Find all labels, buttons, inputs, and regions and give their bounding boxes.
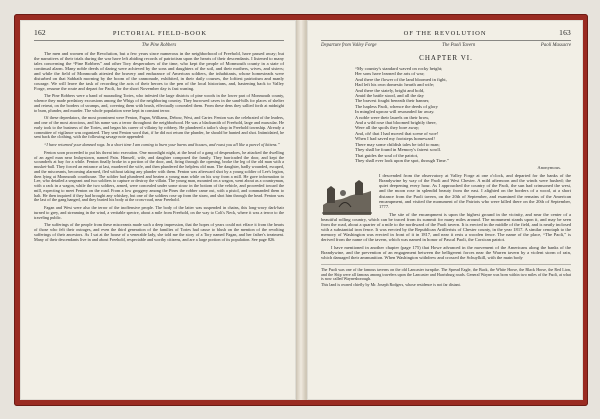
right-subtitle-left: Departure from Valley Forge <box>321 43 377 48</box>
left-running-title: PICTORIAL FIELD-BOOK <box>112 30 208 37</box>
left-page <box>20 20 297 400</box>
woodcut-illustration-svg <box>321 175 373 215</box>
book-cover <box>14 14 588 406</box>
right-page <box>306 20 583 400</box>
right-paragraph <box>321 173 571 208</box>
book-gutter <box>296 20 306 400</box>
poem-line: And there the stately, bright and bold, <box>355 87 425 93</box>
footnote: The Paoli was one of the famous taverns on the old Lancaster turnpike. The Spread Eagle, the Buck, the White Horse, the Black Horse, the Red Lion, and the Ship were all famous among travelers upon the Lancaster and Harrisburg roads. General Wayne was born within two miles of the Paoli, at what is now called Waynesborough. <box>321 267 571 282</box>
left-subtitle: The Pine Robbers <box>141 43 177 48</box>
right-header-rule <box>321 40 571 41</box>
poem-attribution: Anonymous. <box>537 165 561 171</box>
left-small-paragraph: The sufferings of the people from these miscreants made such a deep impression, that the hopes of years could not efface it from the hearts of those who felt their outrages, and even the third generation of the families of Tories had cause to blush on the mention of the revolting sufferings of their ancestors. As I sat at the house of a venerable lady, she told me the story of a Tory named Fagan, and her father's treatment. Many of their descendants live in and about Freehold, respectable and worthy citizens, and are a large portion of its population. See page 826. <box>34 222 284 242</box>
right-paragraph: The site of the encampment is upon the highest ground in the vicinity, and near the center of a beautiful rolling country, which can be traced from its summit for many miles around. The monument stands upon it, and may be seen from the road, about a quarter of a mile to the northward of the Paoli tavern. It is erected in the middle of the field, and is neatly inclosed with a substantial iron fence. It was erected by the Republican Artillerists of Chester county, in the year 1817. A similar cenotaph to the memory of Washington was erected in front of it in 1817, and near it rests a wooden fence. The name of the place, “The Paoli,” is derived from the name of the tavern, which was named in honor of Pascal Paoli, the Corsican patriot. <box>321 211 571 242</box>
right-subtitle-center: The Paoli Tavern <box>442 43 476 48</box>
poem-line: There may some childish tales be told to man; <box>355 141 440 147</box>
poem-line: When I had saved my footsteps homeward! <box>355 136 435 142</box>
poem-line: A noble were their laurels on their brow, <box>355 114 430 120</box>
poem-line: The bravest fought beneath their banner, <box>355 98 430 104</box>
woodcut-illustration <box>321 175 373 215</box>
right-running-title: OF THE REVOLUTION <box>403 30 487 37</box>
poem-line: In mingled uproar will resounded far away. <box>355 109 435 115</box>
poem-line: And a wild rose that bloomed brightly there, <box>355 120 437 126</box>
poem-line: And, oh! that I had moved that scene of woe! <box>355 130 439 136</box>
footnotes <box>321 264 571 287</box>
right-page-number: 163 <box>559 28 571 37</box>
right-subtitles <box>321 43 571 48</box>
poem-line: Amid the battle stood, and all the day <box>355 93 424 99</box>
poem-line: That guides the soul of the patriot, <box>355 152 419 158</box>
poem-line: Her sons have learned the arts of war; <box>355 71 425 77</box>
left-quote: “I have returned your damned rags. In a short time I am coming to burn your barns and houses, and roast you all like a parcel of kittens.” <box>44 142 280 148</box>
right-subtitle-right: Paoli Massacre <box>540 43 571 48</box>
left-header <box>34 28 284 37</box>
poem <box>355 66 545 163</box>
right-paragraph-text: I descended from the observatory at Valley Forge at one o'clock, and departed for the banks of the Brandywine by way of the Paoli and West Chester. A mild afternoon and the winds were hushed; the quiet deepening every hour. As I approached the country of the Paoli, the sun had crimsoned the west, and the moon rose in splendid beauty from the east. I alighted on the borders of a wood, at a short distance from the Paoli tavern, on the 20th of September, and examined the remains of the American encampment, and visited the monument of the Patriots who were killed there on the 20th of September, 1777. <box>379 173 571 209</box>
left-paragraph: The men and women of the Revolution, but a few years since numerous in the neighborhood of Freehold, have passed away; but the narratives of their trials during the war have left abiding records of patriotism upon the hearts of their descendants. I listened to many tales concerning the “Pine Robbers” and other Tory desperadoes of the time, who kept the people of Monmouth county in a state of continual alarm. Many noble deeds of daring were achieved by the sons and daughters of the soil, and their mothers, wives, and sisters; and while the field of Monmouth attested the bravery and endurance of American soldiers, the inhabitants, whose homesteads were disturbed on that Sabbath morning by the boom of the cannonade, exhibited, in their daily courses, the loftiest patriotism and manly courage. We will leave the task of recording the acts of their heroes to the pen of the local historians, and, hastening back to Valley Forge, resume the route and depart for Paoli, for the short November day is fast waning. <box>34 51 284 92</box>
left-small-paragraph: Of these depredators, the most prominent were Fenton, Fagan, Williams, Debow, West, and Carter. Fenton was the celebrated of the leaders, and one of the most atrocious, and his name was a terror throughout the neighborhood. He was a blacksmith of Freehold, large and muscular. He early took to the business of the Tories, and began his career of villainy by robbery. He plundered a tailor's shop in Freehold township. Already a committee of vigilance was organized. They sent Fenton word that, if he did not return the plunder, he should be hunted and shot. Intimidated, he sent back the clothing, with the following savage note appended: <box>34 115 284 140</box>
poem-line: They shall be found in Memory's fairest scroll. <box>355 147 442 153</box>
poem-line: They shall ever look upon the spot, through Time.” <box>355 157 449 163</box>
poem-line: Had left his own domestic hearth and wife; <box>355 82 435 88</box>
poem-line: And there the flower of the land bloomed in fight, <box>355 76 447 82</box>
left-header-rule <box>34 40 284 41</box>
footnote: This land is owned chiefly by Mr. Joseph Rodgers, whose residence is not far distant. <box>321 281 461 287</box>
right-paragraph: I have mentioned in another chapter (page 175) that Howe advanced in the movement of the Americans along the banks of the Brandywine, and the prevention of an engagement between the belligerent forces near the Warren tavern by a violent storm of rain, which damaged their ammunition. When Washington withdrew and crossed the Schuylkill, with the main body <box>321 244 571 261</box>
poem-line: The hapless Paoli, whence the deeds of glory <box>355 103 438 109</box>
poem-line: Were all the spoils they bore away; <box>355 125 420 131</box>
left-small-paragraph: Fenton soon proceeded to put his threat into execution. One moonlight night, at the head of a gang of desperadoes, he attacked the dwelling of an aged man near Imlaystown, named Pain. Himself, wife, and daughter composed the family. They barricaded the door, and kept the scoundrels at bay for a while. Fenton finally broke in a portion of the door, and, firing through the opening, broke the leg of the old man with a musket-ball. They forced an entrance at last, murdered the wife, and then plundered the helpless old man. The daughter, badly wounded, escaped, and the miscreants, becoming alarmed, fled without taking any plunder with them. Fenton was afterward shot by a young soldier of Lee's legion, then lying at Monmouth courthouse. The soldier had plundered and beaten a young man while on his way from a mill. He gave information to Lee, who detailed a sergeant and two soldiers to capture or destroy the villain. The young man, mounted on a wagon, went about as a countryman, with a rack in a wagon, while the two soldiers, armed, were concealed under some straw in the bottom of the vehicle, and proceeded toward the mill, expecting to meet Fenton on the road. From a low groggery among the Pines the robber came out, with a pistol, and commanded them to halt. He then inquired if they had brought any whiskey, but one of the soldiers rose up from the straw, and shot him through the head. Fenton was the last of the gang hanged, and they buried his body at the cross-road, near Freehold. <box>34 149 284 203</box>
chapter-heading: CHAPTER VI. <box>419 54 473 62</box>
poem-line: “My country's standard waved on rocky height; <box>355 66 443 71</box>
left-small-paragraph: Fagan and West were also the terror of the inoffensive people. The body of the latter was suspended in chains, this long-wavy dark-hair turned to grey, and streaming in the wind, a veritable spectre, about a mile from Freehold, on the way to Colt's Neck, where it was a terror to the traveling public. <box>34 205 284 220</box>
left-small-paragraph: The Pine Robbers were a band of marauding Tories, who infested the large districts of pine woods in the lower part of Monmouth county, whence they made predatory excursions among the Whigs of the neighboring country. They burrowed caves in the sand-hills for places of shelter and retreat, on the borders of swamps, and, covering them with brush, effectually concealed them. From these dens they sallied forth at midnight to burn, plunder, and murder. The whole population were kept in constant terror. <box>34 93 284 113</box>
right-header <box>321 28 571 37</box>
left-page-number: 162 <box>34 28 46 37</box>
